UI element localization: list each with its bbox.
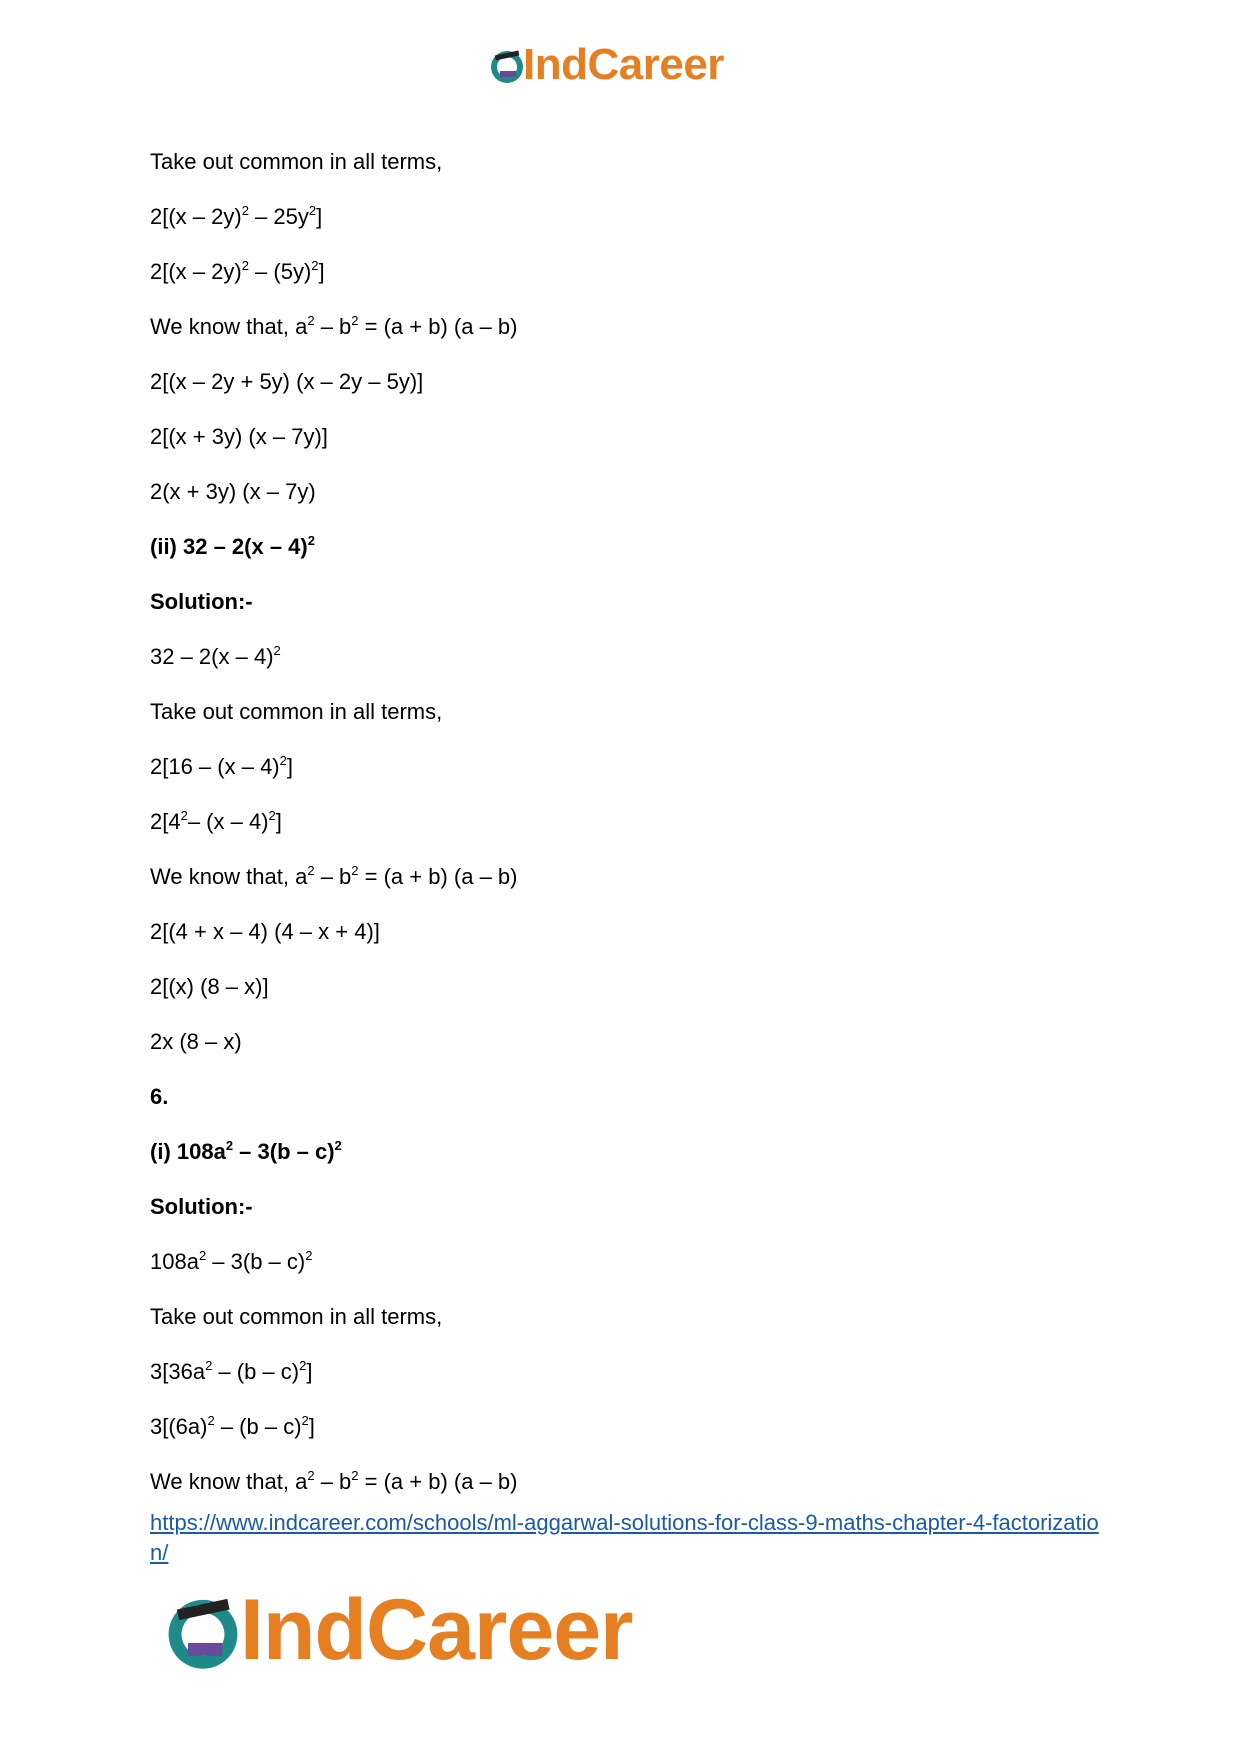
- heading-line: (i) $108a^2 - 3(b - c)^2$: [150, 1137, 342, 1164]
- text-line: We know that, $a^2 - b^2 = (a + b)$ (a – b): [150, 862, 518, 889]
- heading-line: 6.: [150, 1084, 169, 1109]
- graduation-globe-icon: [487, 45, 527, 85]
- text-line: We know that, $a^2 - b^2 = (a + b)$ (a – b): [150, 312, 518, 339]
- text-line: 2[(x + 3y) (x – 7y)]: [150, 424, 328, 449]
- superscript: 2: [205, 1357, 213, 1373]
- text-line: 2[(x – 2y + 5y) (x – 2y – 5y)]: [150, 369, 424, 394]
- superscript: 2: [307, 532, 315, 548]
- superscript: 2: [241, 257, 249, 273]
- superscript: 2: [299, 1357, 307, 1373]
- text-line: $3[(6a)^2 - (b - c)^2]$: [150, 1412, 315, 1439]
- text-line: $2[(x - 2y)^2 - (5y)^2]$: [150, 257, 325, 284]
- source-link[interactable]: https://www.indcareer.com/schools/ml-aggarwal-solutions-for-class-9-maths-chapter-4-factorization/: [150, 1510, 1099, 1565]
- superscript: 2: [301, 1412, 309, 1428]
- header-logo: [487, 40, 724, 90]
- superscript: 2: [305, 1247, 313, 1263]
- text-line: 32 – 2(x – 4)$^2$: [150, 642, 281, 669]
- superscript: 2: [279, 752, 287, 768]
- superscript: 2: [307, 862, 315, 878]
- text-line: 2[(4 + x – 4) (4 – x + 4)]: [150, 919, 380, 944]
- superscript: 2: [307, 312, 315, 328]
- text-line: 2x (8 – x): [150, 1029, 242, 1054]
- superscript: 2: [207, 1412, 215, 1428]
- superscript: 2: [334, 1137, 342, 1153]
- text-line: We know that, $a^2 - b^2 = (a + b)$ (a – b): [150, 1467, 518, 1494]
- superscript: 2: [307, 1467, 315, 1483]
- header-logo-text: IndCareer: [523, 40, 724, 89]
- text-line: Take out common in all terms,: [150, 149, 443, 174]
- superscript: 2: [308, 202, 317, 218]
- footer-logo: [160, 1580, 633, 1680]
- footer-logo-text: IndCareer: [240, 1581, 633, 1678]
- superscript: 2: [351, 862, 359, 878]
- superscript: 2: [225, 1137, 234, 1153]
- graduation-globe-icon: [160, 1587, 246, 1673]
- text-line: 2[16 – (x – 4)$^2$]: [150, 752, 293, 779]
- superscript: 2: [241, 202, 249, 218]
- text-line: $108a^2 - 3(b - c)^2$: [150, 1247, 313, 1274]
- text-line: 2(x + 3y) (x – 7y): [150, 479, 316, 504]
- heading-line: Solution:-: [150, 1194, 253, 1219]
- text-line: $2[4^2-$ (x – 4)$^2$]: [150, 807, 282, 834]
- superscript: 2: [180, 807, 188, 823]
- text-line: 2[(x) (8 – x)]: [150, 974, 269, 999]
- text-line: $2[(x - 2y)^2 - 25y^2]$: [150, 202, 323, 229]
- heading-line: Solution:-: [150, 589, 253, 614]
- text-line: Take out common in all terms,: [150, 1304, 443, 1329]
- superscript: 2: [311, 257, 319, 273]
- superscript: 2: [273, 642, 281, 658]
- superscript: 2: [198, 1247, 207, 1263]
- superscript: 2: [351, 312, 359, 328]
- superscript: 2: [351, 1467, 359, 1483]
- text-line: $3[36a^2 - (b - c)^2]$: [150, 1357, 313, 1384]
- heading-line: (ii) 32 – 2(x – 4)$^2$: [150, 532, 315, 559]
- superscript: 2: [268, 807, 276, 823]
- text-line: Take out common in all terms,: [150, 699, 443, 724]
